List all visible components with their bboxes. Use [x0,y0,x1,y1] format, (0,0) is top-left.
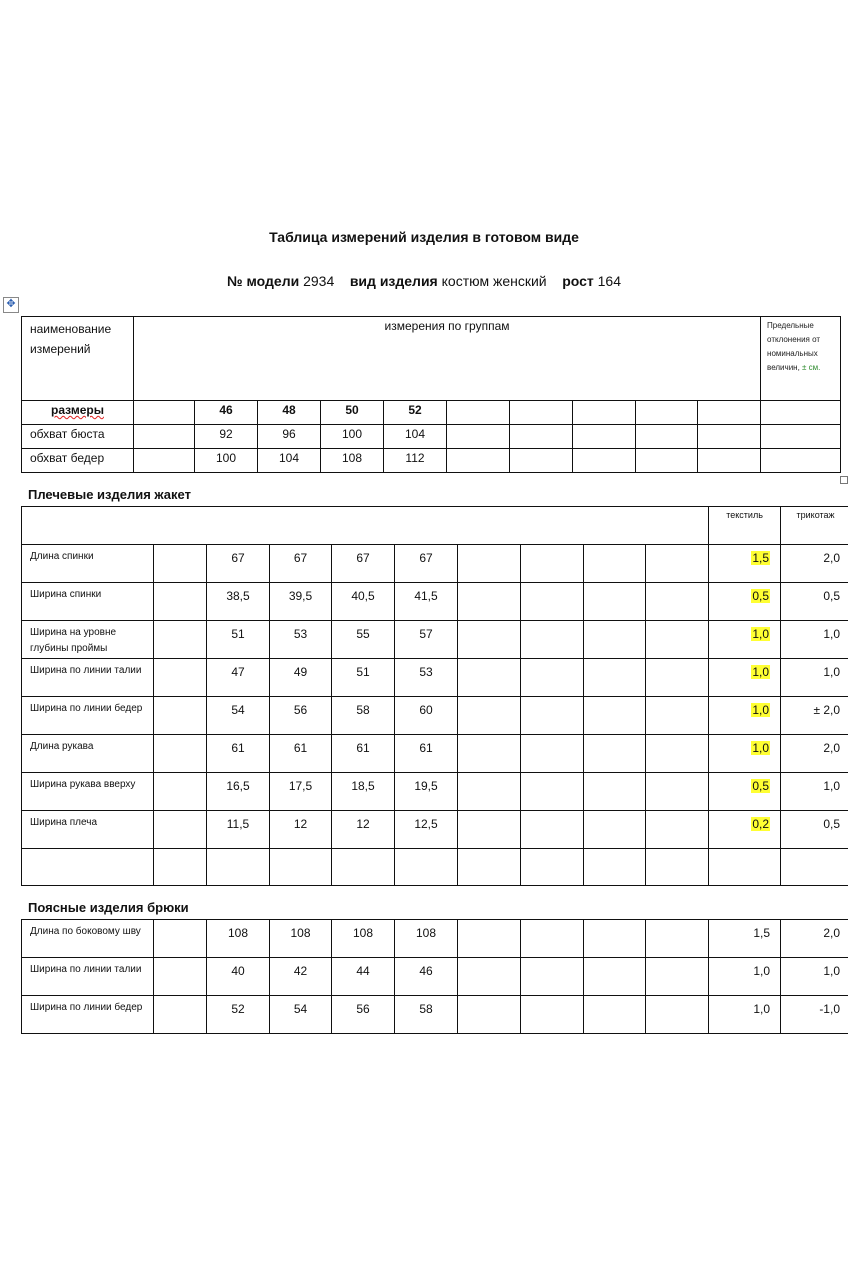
table-row [22,958,848,996]
model-line [0,273,848,289]
value-cell: 61 [270,735,332,773]
value-cell: 67 [207,545,270,583]
value-cell: 61 [332,735,395,773]
value-cell: 40,5 [332,583,395,621]
value-cell: 51 [207,621,270,659]
header-name-cell [22,317,134,401]
value-cell: 100 [195,449,258,473]
table-row [22,449,841,473]
value-cell: 67 [270,545,332,583]
row-name: Длина спинки [22,545,154,583]
value-cell: 18,5 [332,773,395,811]
value-cell: 67 [395,545,458,583]
table-row [22,697,848,735]
size-cell: 46 [195,401,258,425]
value-cell: 92 [195,425,258,449]
row-name: обхват бюста [22,425,134,449]
textile-tolerance: 1,0 [752,703,770,717]
size-cell: 52 [384,401,447,425]
row-name: Ширина по линии талии [22,958,154,996]
move-arrows-icon[interactable]: ✥ [3,297,19,313]
knit-tolerance: 0,5 [781,583,848,621]
textile-tolerance: 0,5 [752,589,770,603]
row-name: Ширина на уровне глубины проймы [22,621,154,659]
header-groups: измерения по группам [384,319,510,333]
value-cell: 58 [395,996,458,1034]
value-cell: 60 [395,697,458,735]
textile-tolerance: 1,0 [709,958,781,996]
value-cell: 54 [207,697,270,735]
value-cell: 42 [270,958,332,996]
row-name: Длина рукава [22,735,154,773]
knit-tolerance: 2,0 [781,920,848,958]
value-cell: 12 [332,811,395,849]
knit-tolerance: 0,5 [781,811,848,849]
textile-tolerance: 1,0 [752,741,770,755]
knit-tolerance: 2,0 [781,545,848,583]
value-cell: 108 [321,449,384,473]
value-cell: 38,5 [207,583,270,621]
sizes-label-cell [22,401,134,425]
textile-tolerance: 1,5 [709,920,781,958]
knit-tolerance: 1,0 [781,958,848,996]
textile-tolerance: 0,2 [752,817,770,831]
value-cell: 53 [270,621,332,659]
textile-tolerance: 1,0 [709,996,781,1034]
value-cell: 12,5 [395,811,458,849]
value-cell: 96 [258,425,321,449]
jacket-section-title: Плечевые изделия жакет [28,487,191,502]
value-cell: 57 [395,621,458,659]
value-cell: 19,5 [395,773,458,811]
value-cell: 44 [332,958,395,996]
type-label: вид изделия [349,273,438,289]
knit-tolerance: 2,0 [781,735,848,773]
size-cell: 48 [258,401,321,425]
value-cell: 100 [321,425,384,449]
value-cell: 40 [207,958,270,996]
size-cell: 50 [321,401,384,425]
value-cell: 47 [207,659,270,697]
row-name: Ширина по линии бедер [22,697,154,735]
trousers-section-title: Поясные изделия брюки [28,900,189,915]
row-name: Ширина плеча [22,811,154,849]
col-textile: текстиль [709,507,781,545]
value-cell: 56 [270,697,332,735]
height-value: 164 [597,273,621,289]
table-row [22,425,841,449]
row-name: обхват бедер [22,449,134,473]
value-cell: 108 [332,920,395,958]
value-cell: 16,5 [207,773,270,811]
textile-tolerance: 1,5 [752,551,770,565]
value-cell: 56 [332,996,395,1034]
textile-tolerance: 1,0 [752,627,770,641]
knit-tolerance: ± 2,0 [781,697,848,735]
col-knit: трикотаж [781,507,848,545]
value-cell: 17,5 [270,773,332,811]
value-cell: 52 [207,996,270,1034]
value-cell: 108 [395,920,458,958]
header-tolerance-cell [761,317,841,401]
value-cell: 104 [384,425,447,449]
row-name: Ширина рукава вверху [22,773,154,811]
height-label: рост [562,273,594,289]
trousers-table [21,919,848,1034]
sizes-label: размеры [51,403,104,417]
table-row [22,811,848,849]
table-row [22,996,848,1034]
table-row [22,545,848,583]
table-row [22,583,848,621]
header-tolerance-text: Предельные отклонения от номинальных величин, [767,321,821,372]
row-name: Ширина спинки [22,583,154,621]
row-name: Ширина по линии бедер [22,996,154,1034]
row-name: Ширина по линии талии [22,659,154,697]
model-label: № модели [227,273,300,289]
textile-tolerance: 1,0 [752,665,770,679]
type-value: костюм женский [441,273,547,289]
value-cell: 61 [395,735,458,773]
table-row [22,773,848,811]
header-tolerance-unit: ± см. [802,363,821,372]
knit-tolerance: 1,0 [781,659,848,697]
row-name: Длина по боковому шву [22,920,154,958]
table-resize-handle[interactable] [840,476,848,484]
value-cell: 53 [395,659,458,697]
jacket-table [21,506,848,886]
model-value: 2934 [303,273,335,289]
value-cell: 11,5 [207,811,270,849]
value-cell: 54 [270,996,332,1034]
value-cell: 39,5 [270,583,332,621]
value-cell: 46 [395,958,458,996]
table-row-empty [22,849,848,886]
knit-tolerance: -1,0 [781,996,848,1034]
page-title: Таблица измерений изделия в готовом виде [269,229,579,245]
main-table [21,316,841,473]
value-cell: 55 [332,621,395,659]
value-cell: 41,5 [395,583,458,621]
table-row [22,659,848,697]
value-cell: 58 [332,697,395,735]
value-cell: 12 [270,811,332,849]
value-cell: 61 [207,735,270,773]
value-cell: 67 [332,545,395,583]
textile-tolerance: 0,5 [752,779,770,793]
table-row [22,920,848,958]
value-cell: 112 [384,449,447,473]
table-row [22,735,848,773]
value-cell: 108 [270,920,332,958]
header-groups-cell [134,317,761,401]
knit-tolerance: 1,0 [781,773,848,811]
value-cell: 51 [332,659,395,697]
value-cell: 49 [270,659,332,697]
header-name: наименование измерений [30,322,112,356]
value-cell: 108 [207,920,270,958]
table-row [22,621,848,659]
value-cell: 104 [258,449,321,473]
knit-tolerance: 1,0 [781,621,848,659]
